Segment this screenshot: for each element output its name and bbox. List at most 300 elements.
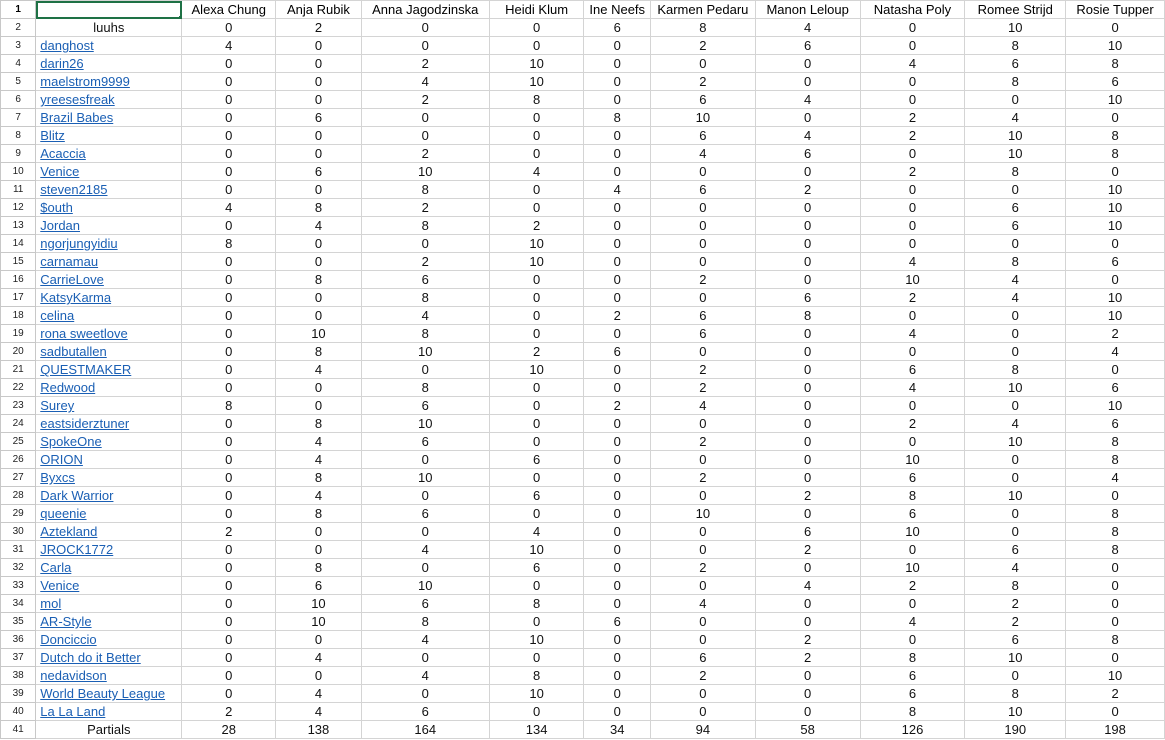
column-header[interactable]: Ine Neefs bbox=[584, 1, 651, 19]
value-cell[interactable]: 0 bbox=[755, 559, 860, 577]
value-cell[interactable]: 0 bbox=[276, 91, 362, 109]
value-cell[interactable]: 0 bbox=[584, 703, 651, 721]
value-cell[interactable]: 0 bbox=[755, 379, 860, 397]
value-cell[interactable]: 0 bbox=[584, 523, 651, 541]
value-cell[interactable]: 10 bbox=[489, 685, 584, 703]
value-cell[interactable]: 4 bbox=[361, 541, 489, 559]
value-cell[interactable]: 4 bbox=[361, 667, 489, 685]
value-cell[interactable]: 0 bbox=[755, 685, 860, 703]
value-cell[interactable]: 0 bbox=[182, 127, 276, 145]
value-cell[interactable]: 0 bbox=[965, 91, 1066, 109]
value-cell[interactable]: 10 bbox=[860, 523, 965, 541]
name-cell[interactable] bbox=[36, 217, 182, 235]
value-cell[interactable]: 0 bbox=[361, 361, 489, 379]
value-cell[interactable]: 2 bbox=[860, 127, 965, 145]
value-cell[interactable]: 4 bbox=[965, 415, 1066, 433]
value-cell[interactable]: 8 bbox=[361, 613, 489, 631]
value-cell[interactable]: 0 bbox=[650, 451, 755, 469]
value-cell[interactable]: 0 bbox=[1066, 163, 1165, 181]
value-cell[interactable]: 8 bbox=[361, 289, 489, 307]
value-cell[interactable]: 4 bbox=[755, 577, 860, 595]
value-cell[interactable]: 8 bbox=[965, 361, 1066, 379]
value-cell[interactable]: 8 bbox=[276, 505, 362, 523]
value-cell[interactable]: 10 bbox=[1066, 289, 1165, 307]
value-cell[interactable]: 0 bbox=[650, 703, 755, 721]
value-cell[interactable]: 8 bbox=[182, 397, 276, 415]
value-cell[interactable]: 0 bbox=[489, 613, 584, 631]
value-cell[interactable]: 0 bbox=[361, 235, 489, 253]
value-cell[interactable]: 0 bbox=[965, 451, 1066, 469]
value-cell[interactable]: 0 bbox=[584, 217, 651, 235]
value-cell[interactable]: 0 bbox=[755, 217, 860, 235]
total-value-cell[interactable]: 190 bbox=[965, 721, 1066, 739]
username-link[interactable]: Acaccia bbox=[40, 146, 86, 161]
value-cell[interactable]: 8 bbox=[860, 487, 965, 505]
value-cell[interactable]: 6 bbox=[650, 181, 755, 199]
value-cell[interactable]: 6 bbox=[755, 145, 860, 163]
value-cell[interactable]: 0 bbox=[860, 199, 965, 217]
name-cell[interactable] bbox=[36, 685, 182, 703]
value-cell[interactable]: 8 bbox=[276, 469, 362, 487]
value-cell[interactable]: 10 bbox=[1066, 199, 1165, 217]
name-cell[interactable] bbox=[36, 649, 182, 667]
value-cell[interactable]: 8 bbox=[1066, 541, 1165, 559]
name-cell[interactable] bbox=[36, 325, 182, 343]
value-cell[interactable]: 0 bbox=[182, 559, 276, 577]
value-cell[interactable]: 0 bbox=[489, 325, 584, 343]
value-cell[interactable]: 0 bbox=[650, 253, 755, 271]
value-cell[interactable]: 0 bbox=[182, 469, 276, 487]
value-cell[interactable]: 0 bbox=[182, 73, 276, 91]
value-cell[interactable]: 4 bbox=[276, 487, 362, 505]
name-cell[interactable] bbox=[36, 631, 182, 649]
username-link[interactable]: steven2185 bbox=[40, 182, 108, 197]
value-cell[interactable]: 0 bbox=[489, 199, 584, 217]
value-cell[interactable]: 0 bbox=[1066, 559, 1165, 577]
name-cell[interactable] bbox=[36, 379, 182, 397]
value-cell[interactable]: 2 bbox=[650, 361, 755, 379]
value-cell[interactable]: 2 bbox=[755, 649, 860, 667]
value-cell[interactable]: 0 bbox=[361, 487, 489, 505]
value-cell[interactable]: 0 bbox=[182, 271, 276, 289]
value-cell[interactable]: 0 bbox=[361, 649, 489, 667]
value-cell[interactable]: 8 bbox=[1066, 433, 1165, 451]
name-cell[interactable] bbox=[36, 667, 182, 685]
value-cell[interactable]: 2 bbox=[755, 181, 860, 199]
value-cell[interactable]: 0 bbox=[276, 253, 362, 271]
value-cell[interactable]: 0 bbox=[489, 37, 584, 55]
value-cell[interactable]: 0 bbox=[755, 343, 860, 361]
value-cell[interactable]: 0 bbox=[361, 559, 489, 577]
value-cell[interactable]: 6 bbox=[860, 505, 965, 523]
value-cell[interactable]: 0 bbox=[584, 685, 651, 703]
value-cell[interactable]: 0 bbox=[182, 145, 276, 163]
value-cell[interactable]: 2 bbox=[650, 469, 755, 487]
value-cell[interactable]: 0 bbox=[182, 217, 276, 235]
value-cell[interactable]: 6 bbox=[584, 19, 651, 37]
value-cell[interactable]: 0 bbox=[182, 253, 276, 271]
value-cell[interactable]: 6 bbox=[361, 433, 489, 451]
value-cell[interactable]: 0 bbox=[182, 361, 276, 379]
value-cell[interactable]: 0 bbox=[584, 235, 651, 253]
value-cell[interactable]: 0 bbox=[361, 523, 489, 541]
username-link[interactable]: Blitz bbox=[40, 128, 65, 143]
name-cell[interactable] bbox=[36, 163, 182, 181]
value-cell[interactable]: 8 bbox=[489, 91, 584, 109]
value-cell[interactable]: 8 bbox=[1066, 127, 1165, 145]
value-cell[interactable]: 0 bbox=[182, 667, 276, 685]
value-cell[interactable]: 4 bbox=[182, 37, 276, 55]
username-link[interactable]: Aztekland bbox=[40, 524, 98, 539]
value-cell[interactable]: 0 bbox=[276, 37, 362, 55]
username-link[interactable]: Dutch do it Better bbox=[40, 650, 141, 665]
value-cell[interactable]: 0 bbox=[650, 343, 755, 361]
username-link[interactable]: CarrieLove bbox=[40, 272, 104, 287]
value-cell[interactable]: 0 bbox=[489, 271, 584, 289]
value-cell[interactable]: 6 bbox=[755, 289, 860, 307]
value-cell[interactable]: 0 bbox=[584, 451, 651, 469]
column-header[interactable]: Anja Rubik bbox=[276, 1, 362, 19]
value-cell[interactable]: 0 bbox=[1066, 271, 1165, 289]
value-cell[interactable]: 0 bbox=[755, 397, 860, 415]
value-cell[interactable]: 10 bbox=[489, 541, 584, 559]
value-cell[interactable]: 4 bbox=[361, 631, 489, 649]
total-value-cell[interactable]: 94 bbox=[650, 721, 755, 739]
username-link[interactable]: mol bbox=[40, 596, 62, 611]
value-cell[interactable]: 6 bbox=[965, 217, 1066, 235]
value-cell[interactable]: 10 bbox=[1066, 667, 1165, 685]
value-cell[interactable]: 0 bbox=[361, 685, 489, 703]
value-cell[interactable]: 6 bbox=[361, 271, 489, 289]
value-cell[interactable]: 6 bbox=[965, 55, 1066, 73]
value-cell[interactable]: 4 bbox=[276, 649, 362, 667]
value-cell[interactable]: 0 bbox=[860, 397, 965, 415]
value-cell[interactable]: 0 bbox=[584, 73, 651, 91]
totals-label[interactable]: Partials bbox=[36, 721, 182, 739]
value-cell[interactable]: 0 bbox=[1066, 19, 1165, 37]
value-cell[interactable]: 0 bbox=[489, 505, 584, 523]
value-cell[interactable]: 0 bbox=[755, 703, 860, 721]
username-link[interactable]: darin26 bbox=[40, 56, 84, 71]
value-cell[interactable]: 2 bbox=[650, 37, 755, 55]
value-cell[interactable]: 0 bbox=[965, 505, 1066, 523]
value-cell[interactable]: 2 bbox=[860, 109, 965, 127]
value-cell[interactable]: 2 bbox=[584, 397, 651, 415]
username-link[interactable]: yreesesfreak bbox=[40, 92, 115, 107]
value-cell[interactable]: 0 bbox=[755, 505, 860, 523]
value-cell[interactable]: 0 bbox=[584, 145, 651, 163]
value-cell[interactable]: 4 bbox=[965, 289, 1066, 307]
username-link[interactable]: $outh bbox=[40, 200, 73, 215]
value-cell[interactable]: 2 bbox=[965, 595, 1066, 613]
value-cell[interactable]: 10 bbox=[1066, 37, 1165, 55]
value-cell[interactable]: 0 bbox=[361, 109, 489, 127]
value-cell[interactable]: 0 bbox=[860, 37, 965, 55]
value-cell[interactable]: 6 bbox=[1066, 379, 1165, 397]
value-cell[interactable]: 10 bbox=[965, 703, 1066, 721]
value-cell[interactable]: 2 bbox=[584, 307, 651, 325]
value-cell[interactable]: 2 bbox=[860, 415, 965, 433]
value-cell[interactable]: 10 bbox=[361, 577, 489, 595]
column-header[interactable]: Heidi Klum bbox=[489, 1, 584, 19]
value-cell[interactable]: 0 bbox=[182, 91, 276, 109]
value-cell[interactable]: 10 bbox=[361, 343, 489, 361]
value-cell[interactable]: 2 bbox=[650, 559, 755, 577]
value-cell[interactable]: 2 bbox=[361, 145, 489, 163]
value-cell[interactable]: 0 bbox=[489, 145, 584, 163]
value-cell[interactable]: 0 bbox=[182, 685, 276, 703]
value-cell[interactable]: 8 bbox=[1066, 55, 1165, 73]
value-cell[interactable]: 6 bbox=[584, 613, 651, 631]
value-cell[interactable]: 6 bbox=[650, 325, 755, 343]
value-cell[interactable]: 0 bbox=[860, 145, 965, 163]
name-cell[interactable] bbox=[36, 469, 182, 487]
value-cell[interactable]: 0 bbox=[860, 181, 965, 199]
value-cell[interactable]: 0 bbox=[182, 415, 276, 433]
value-cell[interactable]: 4 bbox=[361, 307, 489, 325]
username-link[interactable]: Surey bbox=[40, 398, 75, 413]
value-cell[interactable]: 8 bbox=[182, 235, 276, 253]
value-cell[interactable]: 0 bbox=[182, 487, 276, 505]
total-value-cell[interactable]: 34 bbox=[584, 721, 651, 739]
name-cell[interactable] bbox=[36, 307, 182, 325]
name-cell[interactable] bbox=[36, 127, 182, 145]
value-cell[interactable]: 4 bbox=[755, 127, 860, 145]
name-cell[interactable] bbox=[36, 703, 182, 721]
value-cell[interactable]: 8 bbox=[965, 163, 1066, 181]
value-cell[interactable]: 8 bbox=[650, 19, 755, 37]
username-link[interactable]: ngorjungyidiu bbox=[40, 236, 118, 251]
name-cell[interactable] bbox=[36, 235, 182, 253]
value-cell[interactable]: 4 bbox=[276, 451, 362, 469]
value-cell[interactable]: 8 bbox=[489, 595, 584, 613]
value-cell[interactable]: 4 bbox=[755, 91, 860, 109]
name-cell[interactable] bbox=[36, 397, 182, 415]
username-link[interactable]: Byxcs bbox=[40, 470, 75, 485]
username-link[interactable]: Venice bbox=[40, 164, 80, 179]
value-cell[interactable]: 6 bbox=[361, 703, 489, 721]
value-cell[interactable]: 2 bbox=[1066, 325, 1165, 343]
value-cell[interactable]: 6 bbox=[860, 685, 965, 703]
value-cell[interactable]: 10 bbox=[489, 235, 584, 253]
value-cell[interactable]: 2 bbox=[965, 613, 1066, 631]
value-cell[interactable]: 0 bbox=[584, 433, 651, 451]
value-cell[interactable]: 2 bbox=[650, 271, 755, 289]
value-cell[interactable]: 0 bbox=[650, 577, 755, 595]
value-cell[interactable]: 8 bbox=[1066, 523, 1165, 541]
value-cell[interactable]: 2 bbox=[1066, 685, 1165, 703]
value-cell[interactable]: 10 bbox=[489, 631, 584, 649]
value-cell[interactable]: 0 bbox=[1066, 595, 1165, 613]
value-cell[interactable]: 6 bbox=[361, 397, 489, 415]
value-cell[interactable]: 4 bbox=[860, 379, 965, 397]
username-link[interactable]: Redwood bbox=[40, 380, 96, 395]
value-cell[interactable]: 0 bbox=[755, 469, 860, 487]
username-link[interactable]: QUESTMAKER bbox=[40, 362, 132, 377]
value-cell[interactable]: 0 bbox=[489, 703, 584, 721]
value-cell[interactable]: 6 bbox=[860, 361, 965, 379]
value-cell[interactable]: 10 bbox=[489, 253, 584, 271]
value-cell[interactable]: 4 bbox=[860, 55, 965, 73]
value-cell[interactable]: 10 bbox=[489, 73, 584, 91]
value-cell[interactable]: 0 bbox=[755, 109, 860, 127]
value-cell[interactable]: 0 bbox=[584, 469, 651, 487]
value-cell[interactable]: 10 bbox=[965, 379, 1066, 397]
value-cell[interactable]: 0 bbox=[182, 649, 276, 667]
value-cell[interactable]: 0 bbox=[489, 469, 584, 487]
value-cell[interactable]: 0 bbox=[489, 397, 584, 415]
value-cell[interactable]: 0 bbox=[489, 433, 584, 451]
value-cell[interactable]: 8 bbox=[1066, 505, 1165, 523]
value-cell[interactable]: 0 bbox=[276, 73, 362, 91]
value-cell[interactable]: 0 bbox=[965, 397, 1066, 415]
value-cell[interactable]: 0 bbox=[489, 109, 584, 127]
value-cell[interactable]: 0 bbox=[182, 181, 276, 199]
value-cell[interactable]: 0 bbox=[584, 91, 651, 109]
value-cell[interactable]: 0 bbox=[182, 19, 276, 37]
value-cell[interactable]: 0 bbox=[276, 55, 362, 73]
name-cell[interactable] bbox=[36, 541, 182, 559]
value-cell[interactable]: 4 bbox=[1066, 469, 1165, 487]
value-cell[interactable]: 10 bbox=[276, 613, 362, 631]
value-cell[interactable]: 10 bbox=[489, 361, 584, 379]
value-cell[interactable]: 6 bbox=[860, 469, 965, 487]
value-cell[interactable]: 4 bbox=[860, 613, 965, 631]
name-cell[interactable] bbox=[36, 73, 182, 91]
value-cell[interactable]: 0 bbox=[965, 235, 1066, 253]
value-cell[interactable]: 2 bbox=[650, 379, 755, 397]
value-cell[interactable]: 2 bbox=[489, 217, 584, 235]
value-cell[interactable]: 10 bbox=[1066, 217, 1165, 235]
value-cell[interactable]: 8 bbox=[276, 343, 362, 361]
value-cell[interactable]: 0 bbox=[1066, 649, 1165, 667]
username-link[interactable]: Brazil Babes bbox=[40, 110, 114, 125]
value-cell[interactable]: 0 bbox=[182, 307, 276, 325]
value-cell[interactable]: 4 bbox=[489, 523, 584, 541]
name-cell[interactable] bbox=[36, 289, 182, 307]
value-cell[interactable]: 2 bbox=[650, 667, 755, 685]
value-cell[interactable]: 10 bbox=[1066, 181, 1165, 199]
name-cell[interactable] bbox=[36, 343, 182, 361]
total-value-cell[interactable]: 28 bbox=[182, 721, 276, 739]
value-cell[interactable]: 4 bbox=[860, 325, 965, 343]
value-cell[interactable]: 2 bbox=[860, 163, 965, 181]
value-cell[interactable]: 6 bbox=[361, 505, 489, 523]
value-cell[interactable]: 6 bbox=[650, 91, 755, 109]
value-cell[interactable]: 0 bbox=[276, 379, 362, 397]
value-cell[interactable]: 0 bbox=[584, 379, 651, 397]
username-link[interactable]: La La Land bbox=[40, 704, 106, 719]
name-cell[interactable] bbox=[36, 595, 182, 613]
value-cell[interactable]: 0 bbox=[860, 541, 965, 559]
value-cell[interactable]: 10 bbox=[650, 505, 755, 523]
username-link[interactable]: SpokeOne bbox=[40, 434, 102, 449]
value-cell[interactable]: 0 bbox=[361, 19, 489, 37]
value-cell[interactable]: 10 bbox=[276, 595, 362, 613]
name-cell[interactable] bbox=[36, 253, 182, 271]
column-header[interactable]: Rosie Tupper bbox=[1066, 1, 1165, 19]
value-cell[interactable]: 0 bbox=[182, 595, 276, 613]
value-cell[interactable]: 6 bbox=[1066, 253, 1165, 271]
username-link[interactable]: Jordan bbox=[40, 218, 81, 233]
value-cell[interactable]: 0 bbox=[755, 667, 860, 685]
value-cell[interactable]: 0 bbox=[755, 253, 860, 271]
value-cell[interactable]: 6 bbox=[965, 199, 1066, 217]
value-cell[interactable]: 8 bbox=[361, 181, 489, 199]
value-cell[interactable]: 0 bbox=[650, 541, 755, 559]
username-link[interactable]: JROCK1772 bbox=[40, 542, 114, 557]
value-cell[interactable]: 8 bbox=[965, 37, 1066, 55]
value-cell[interactable]: 2 bbox=[650, 73, 755, 91]
value-cell[interactable]: 2 bbox=[182, 703, 276, 721]
value-cell[interactable]: 0 bbox=[489, 19, 584, 37]
total-value-cell[interactable]: 164 bbox=[361, 721, 489, 739]
value-cell[interactable]: 8 bbox=[965, 685, 1066, 703]
name-cell[interactable] bbox=[36, 415, 182, 433]
name-cell[interactable] bbox=[36, 451, 182, 469]
value-cell[interactable]: 0 bbox=[276, 541, 362, 559]
column-header[interactable]: Manon Leloup bbox=[755, 1, 860, 19]
value-cell[interactable]: 0 bbox=[965, 523, 1066, 541]
value-cell[interactable]: 0 bbox=[755, 613, 860, 631]
value-cell[interactable]: 2 bbox=[860, 577, 965, 595]
value-cell[interactable]: 0 bbox=[1066, 235, 1165, 253]
value-cell[interactable]: 8 bbox=[361, 217, 489, 235]
value-cell[interactable]: 0 bbox=[276, 631, 362, 649]
value-cell[interactable]: 8 bbox=[860, 703, 965, 721]
value-cell[interactable]: 0 bbox=[650, 217, 755, 235]
value-cell[interactable]: 6 bbox=[1066, 415, 1165, 433]
username-link[interactable]: celina bbox=[40, 308, 75, 323]
value-cell[interactable]: 10 bbox=[860, 451, 965, 469]
value-cell[interactable]: 0 bbox=[584, 631, 651, 649]
value-cell[interactable]: 8 bbox=[276, 199, 362, 217]
value-cell[interactable]: 4 bbox=[650, 595, 755, 613]
value-cell[interactable]: 8 bbox=[755, 307, 860, 325]
value-cell[interactable]: 2 bbox=[650, 433, 755, 451]
username-link[interactable]: Venice bbox=[40, 578, 80, 593]
value-cell[interactable]: 0 bbox=[182, 613, 276, 631]
username-link[interactable]: sadbutallen bbox=[40, 344, 107, 359]
name-cell[interactable] bbox=[36, 145, 182, 163]
total-value-cell[interactable]: 198 bbox=[1066, 721, 1165, 739]
value-cell[interactable]: 4 bbox=[584, 181, 651, 199]
value-cell[interactable]: 6 bbox=[276, 577, 362, 595]
value-cell[interactable]: 10 bbox=[489, 55, 584, 73]
value-cell[interactable]: 0 bbox=[965, 667, 1066, 685]
value-cell[interactable]: 0 bbox=[755, 235, 860, 253]
value-cell[interactable]: 0 bbox=[584, 487, 651, 505]
value-cell[interactable]: 0 bbox=[489, 649, 584, 667]
username-link[interactable]: maelstrom9999 bbox=[40, 74, 130, 89]
value-cell[interactable]: 0 bbox=[276, 307, 362, 325]
value-cell[interactable]: 2 bbox=[361, 253, 489, 271]
value-cell[interactable]: 0 bbox=[965, 469, 1066, 487]
name-cell[interactable] bbox=[36, 55, 182, 73]
name-cell[interactable] bbox=[36, 433, 182, 451]
value-cell[interactable]: 2 bbox=[755, 541, 860, 559]
value-cell[interactable]: 0 bbox=[755, 451, 860, 469]
value-cell[interactable]: 6 bbox=[489, 451, 584, 469]
value-cell[interactable]: 0 bbox=[489, 181, 584, 199]
username-link[interactable]: nedavidson bbox=[40, 668, 107, 683]
value-cell[interactable]: 8 bbox=[584, 109, 651, 127]
value-cell[interactable]: 10 bbox=[965, 145, 1066, 163]
total-value-cell[interactable]: 126 bbox=[860, 721, 965, 739]
value-cell[interactable]: 4 bbox=[361, 73, 489, 91]
value-cell[interactable]: 0 bbox=[860, 217, 965, 235]
value-cell[interactable]: 6 bbox=[276, 163, 362, 181]
